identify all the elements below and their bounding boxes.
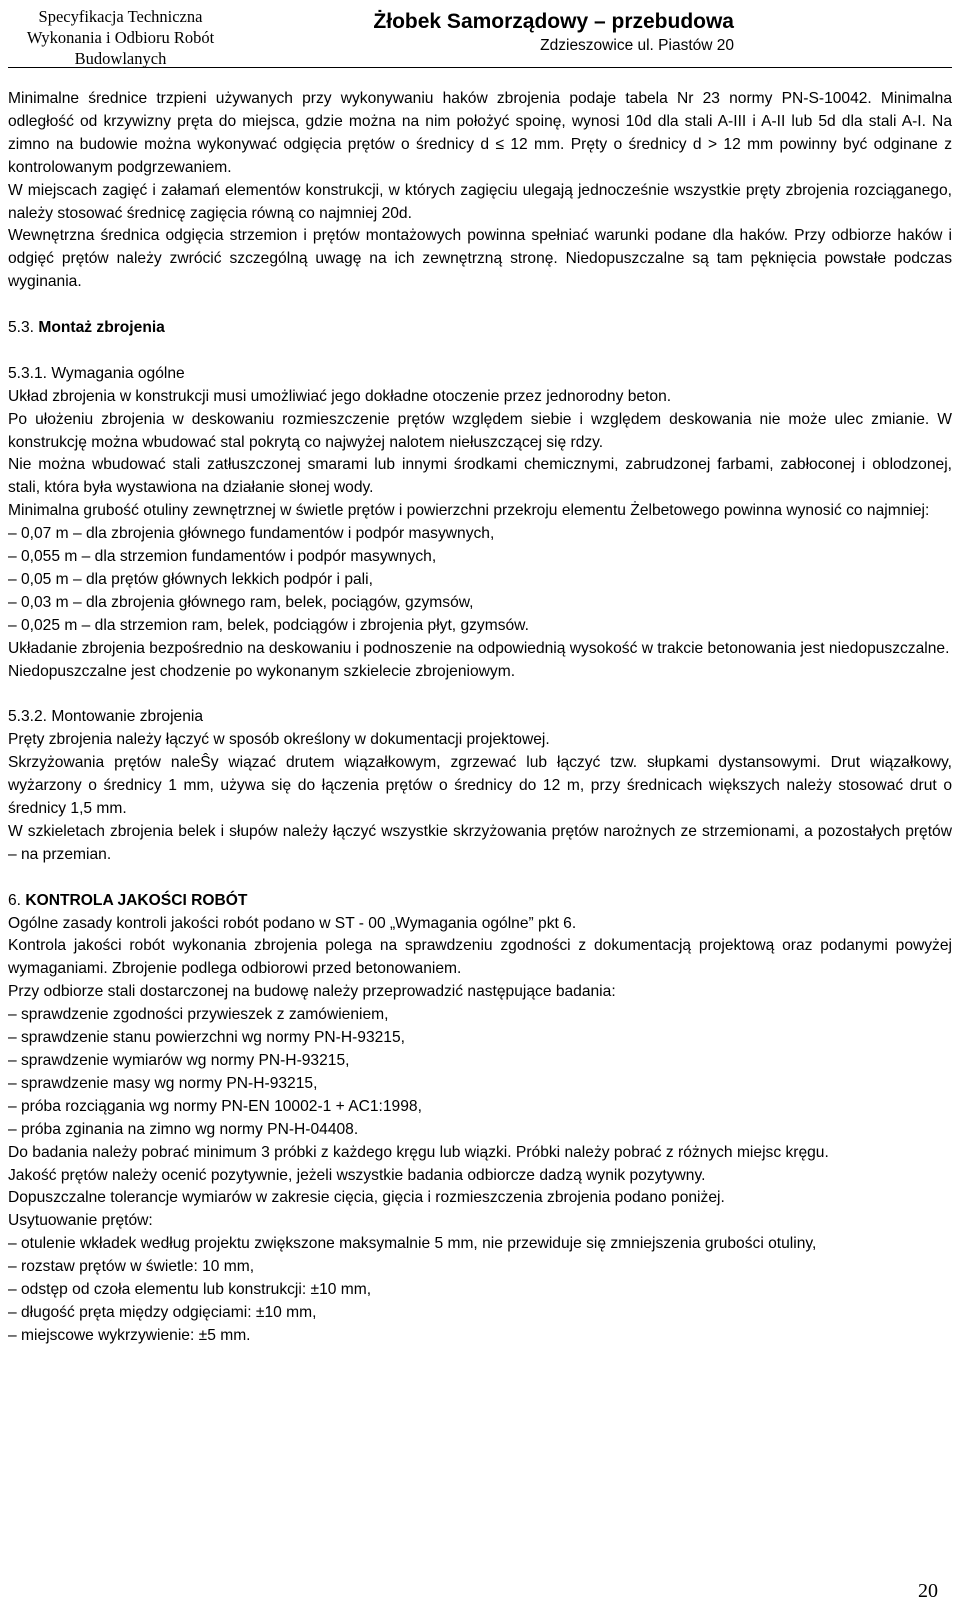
paragraph: Układanie zbrojenia bezpośrednio na deskowaniu i podnoszenie na odpowiednią wysokość w trakcie betonowania jest niedopuszczalne. bbox=[8, 639, 950, 657]
list-item: – sprawdzenie masy wg normy PN-H-93215, bbox=[8, 1074, 318, 1092]
subsection-heading-5-3-2: 5.3.2. Montowanie zbrojenia bbox=[8, 708, 204, 726]
section-title: KONTROLA JAKOŚCI ROBÓT bbox=[25, 891, 248, 909]
paragraph: Układ zbrojenia w konstrukcji musi umożliwiać jego dokładne otoczenie przez jednorodny beton. bbox=[8, 387, 672, 405]
paragraph: Wewnętrzna średnica odgięcia strzemion i prętów montażowych powinna spełniać warunki podane dla haków. Przy odbiorze haków i odgięć prętów należy zwrócić szczególną uwagę na ich zewnętrzną stronę. Niedopuszczalne są tam pęknięcia powstałe podczas wyginania. bbox=[8, 227, 952, 291]
list-item: – sprawdzenie zgodności przywieszek z zamówieniem, bbox=[8, 1006, 389, 1024]
page-number: 20 bbox=[918, 1580, 938, 1602]
list-item: – 0,07 m – dla zbrojenia głównego fundamentów i podpór masywnych, bbox=[8, 525, 495, 543]
section-number: 5.3. bbox=[8, 319, 35, 337]
paragraph: Skrzyżowania prętów naleŜy wiązać drutem wiązałkowym, zgrzewać lub łączyć tzw. słupkami dystansowymi. Drut wiązałkowy, wyżarzony o średnicy 1 mm, używa się do łączenia prętów o średnicy do 12 m, przy średnicach większych należy stosować drut o średnicy 1,5 mm. bbox=[8, 754, 952, 818]
page-header bbox=[8, 6, 952, 68]
section-heading-6 bbox=[8, 890, 952, 913]
list-item: – sprawdzenie stanu powierzchni wg normy PN-H-93215, bbox=[8, 1029, 405, 1047]
project-block bbox=[373, 10, 734, 56]
paragraph: W szkieletach zbrojenia belek i słupów należy łączyć wszystkie skrzyżowania prętów narożnych ze strzemionami, a pozostałych prętów – na przemian. bbox=[8, 822, 952, 863]
section-heading-5-3 bbox=[8, 317, 952, 340]
paragraph: Minimalne średnice trzpieni używanych przy wykonywaniu haków zbrojenia podaje tabela Nr 23 normy PN-S-10042. Minimalna odległość od krzywizny pręta do miejsca, gdzie można na nim położyć spoinę, wynosi 10d dla stali A-III i A-II lub 5d dla stali A-I. Na zimno na budowie można wykonywać odgięcia prętów o średnicy d ≤ 12 mm. Pręty o średnicy d > 12 mm powinny być odginane z kontrolowanym podgrzewaniem. bbox=[8, 90, 952, 176]
list-item: – 0,025 m – dla strzemion ram, belek, podciągów i zbrojenia płyt, gzymsów. bbox=[8, 616, 529, 634]
paragraph: Minimalna grubość otuliny zewnętrznej w świetle prętów i powierzchni przekroju elementu Żelbetowego powinna wynosić co najmniej: bbox=[8, 502, 930, 520]
paragraph: Dopuszczalne tolerancje wymiarów w zakresie cięcia, gięcia i rozmieszczenia zbrojenia podano poniżej. bbox=[8, 1189, 725, 1207]
paragraph: Kontrola jakości robót wykonania zbrojenia polega na sprawdzeniu zgodności z dokumentacją projektową oraz podanymi powyżej wymaganiami. Zbrojenie podlega odbiorowi przed betonowaniem. bbox=[8, 937, 952, 978]
list-item: – rozstaw prętów w świetle: 10 mm, bbox=[8, 1258, 255, 1276]
list-item: – miejscowe wykrzywienie: ±5 mm. bbox=[8, 1326, 251, 1344]
section-number: 6. bbox=[8, 891, 22, 909]
list-item: – 0,055 m – dla strzemion fundamentów i podpór masywnych, bbox=[8, 548, 437, 566]
tolerances-list bbox=[8, 1233, 952, 1348]
paragraph: Nie można wbudować stali zatłuszczonej smarami lub innymi środkami chemicznymi, zabrudzonej farbami, zabłoconej i oblodzonej, stali, która była wystawiona na działanie słonej wody. bbox=[8, 456, 952, 497]
list-item: – sprawdzenie wymiarów wg normy PN-H-93215, bbox=[8, 1052, 350, 1069]
list-item: – 0,03 m – dla zbrojenia głównego ram, belek, pociągów, gzymsów, bbox=[8, 593, 474, 611]
spec-block bbox=[8, 6, 233, 69]
project-address: Zdzieszowice ul. Piastów 20 bbox=[540, 37, 734, 54]
document-body bbox=[8, 88, 952, 1348]
list-item: – próba zginania na zimno wg normy PN-H-04408. bbox=[8, 1120, 359, 1138]
paragraph: Przy odbiorze stali dostarczonej na budowę należy przeprowadzić następujące badania: bbox=[8, 983, 616, 1001]
list-item: – odstęp od czoła elementu lub konstrukcji: ±10 mm, bbox=[8, 1281, 372, 1299]
paragraph: Po ułożeniu zbrojenia w deskowaniu rozmieszczenie prętów względem siebie i względem deskowania nie może ulec zmianie. W konstrukcję można wbudować stal pokrytą co najwyżej nalotem niełuszczącej się rdzy. bbox=[8, 410, 952, 451]
list-item: – 0,05 m – dla prętów głównych lekkich podpór i pali, bbox=[8, 571, 373, 588]
list-item: – długość pręta między odgięciami: ±10 mm, bbox=[8, 1303, 317, 1321]
project-title: Żłobek Samorządowy – przebudowa bbox=[373, 10, 734, 33]
tests-list bbox=[8, 1004, 952, 1141]
spec-line-3: Budowlanych bbox=[74, 49, 167, 68]
cover-list bbox=[8, 523, 952, 638]
list-item: – otulenie wkładek według projektu zwiększone maksymalnie 5 mm, nie przewiduje się zmniejszenia grubości otuliny, bbox=[8, 1235, 817, 1253]
paragraph: W miejscach zagięć i załamań elementów konstrukcji, w których zagięciu ulegają jednocześnie wszystkie pręty zbrojenia rozciąganego, należy stosować średnicę zagięcia równą co najmniej 20d. bbox=[8, 181, 952, 222]
paragraph: Niedopuszczalne jest chodzenie po wykonanym szkielecie zbrojeniowym. bbox=[8, 662, 516, 680]
spec-line-1: Specyfikacja Techniczna bbox=[38, 7, 203, 26]
header-rule bbox=[8, 67, 952, 68]
paragraph: Ogólne zasady kontroli jakości robót podano w ST - 00 „Wymagania ogólne” pkt 6. bbox=[8, 914, 577, 932]
paragraph: Do badania należy pobrać minimum 3 próbki z każdego kręgu lub wiązki. Próbki należy pobrać z różnych miejsc kręgu. bbox=[8, 1143, 829, 1161]
paragraph: Pręty zbrojenia należy łączyć w sposób określony w dokumentacji projektowej. bbox=[8, 731, 550, 749]
spec-line-2: Wykonania i Odbioru Robót bbox=[26, 28, 215, 47]
paragraph: Usytuowanie prętów: bbox=[8, 1212, 153, 1230]
paragraph: Jakość prętów należy ocenić pozytywnie, jeżeli wszystkie badania odbiorcze dadzą wynik pozytywny. bbox=[8, 1166, 706, 1184]
subsection-heading-5-3-1: 5.3.1. Wymagania ogólne bbox=[8, 364, 185, 382]
section-title: Montaż zbrojenia bbox=[38, 319, 165, 337]
list-item: – próba rozciągania wg normy PN-EN 10002-1 + AC1:1998, bbox=[8, 1097, 422, 1115]
